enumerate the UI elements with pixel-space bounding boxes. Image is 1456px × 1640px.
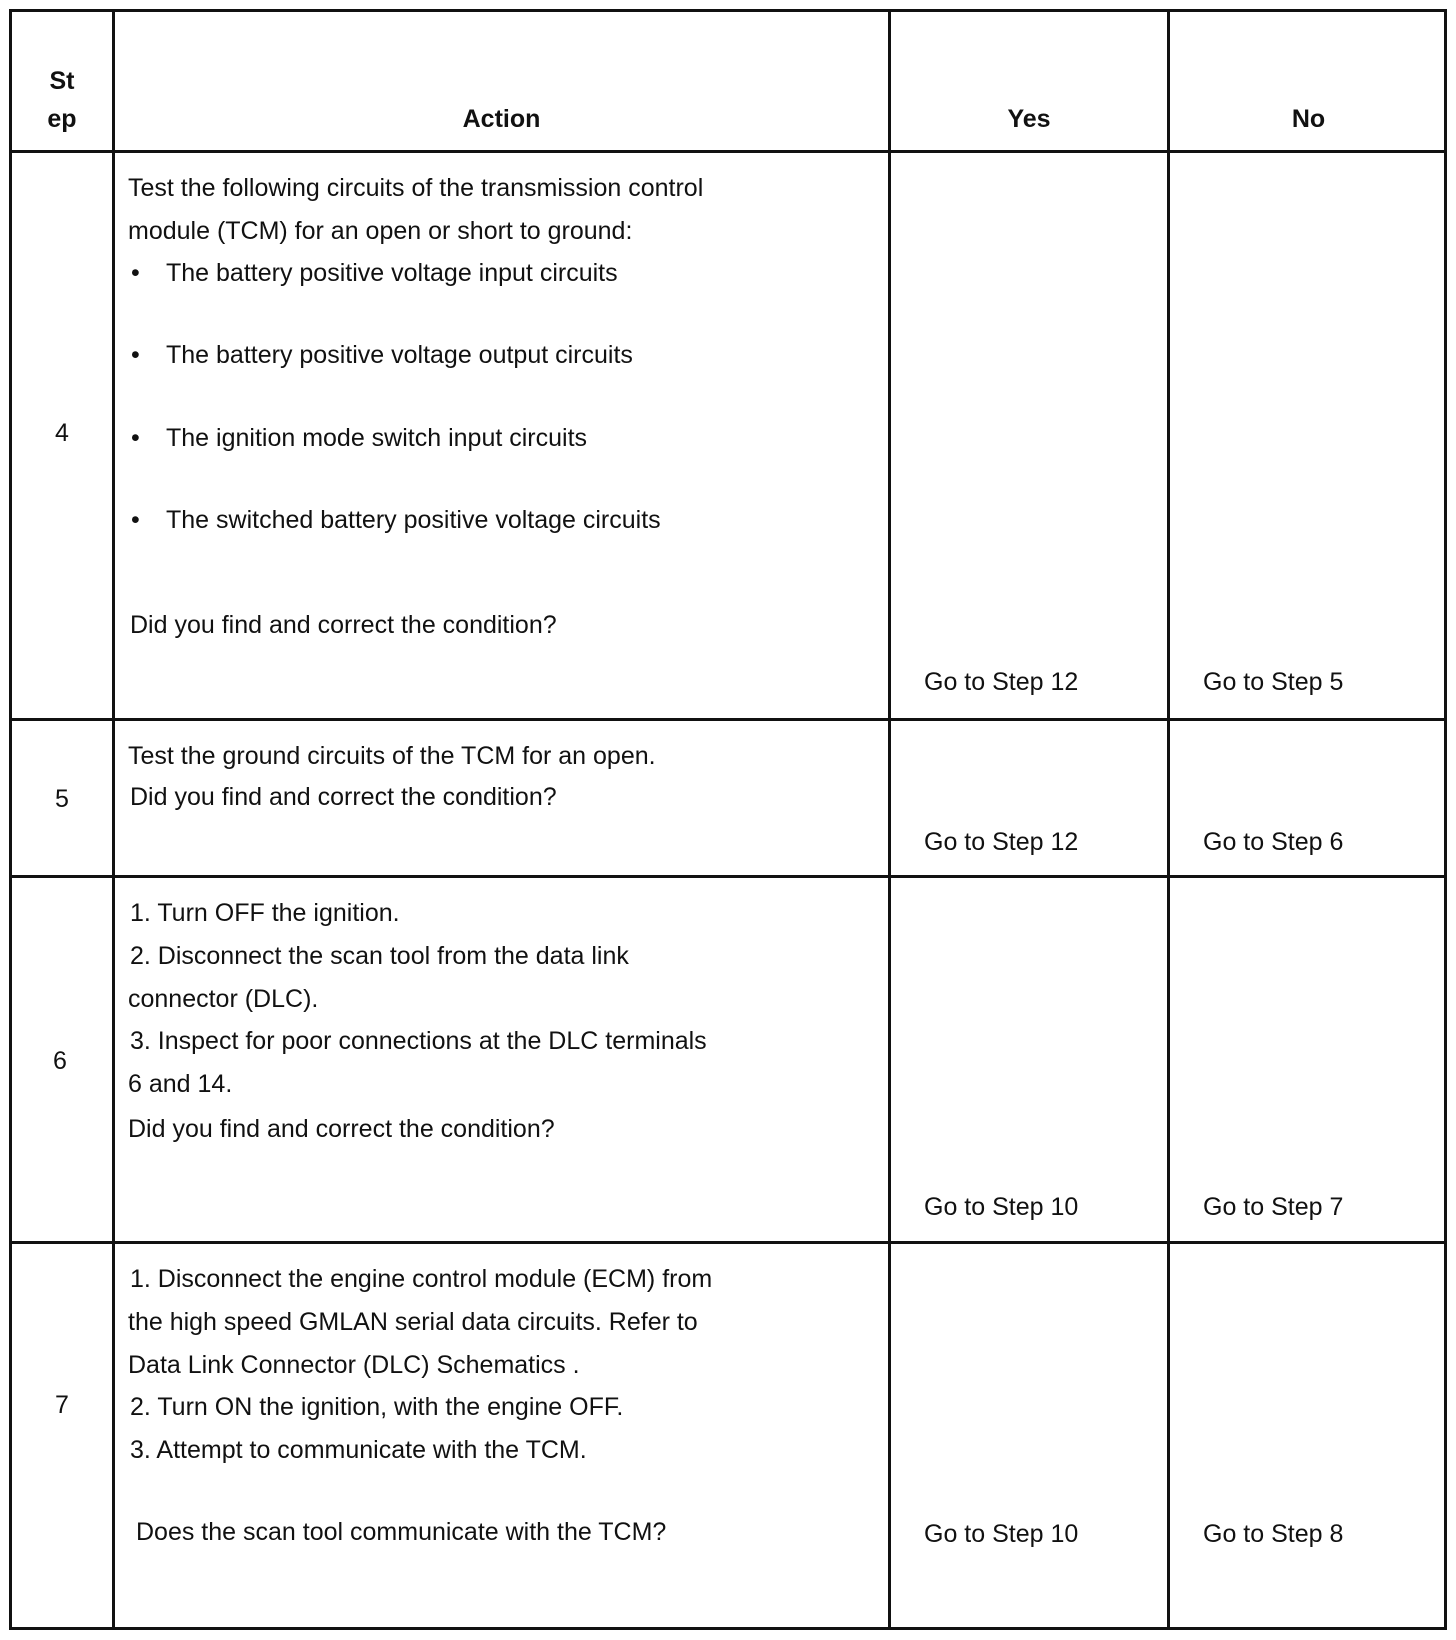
no-cell — [1170, 153, 1447, 718]
action-question: Does the scan tool communicate with the TCM? — [136, 1518, 667, 1546]
action-line: Test the ground circuits of the TCM for an open. — [128, 742, 656, 770]
header-yes: Yes — [1007, 105, 1051, 133]
action-cell — [115, 878, 891, 1241]
table-header-row — [12, 12, 1444, 153]
step-cell — [12, 1244, 115, 1627]
action-bullet: The battery positive voltage output circuits — [166, 341, 633, 369]
no-go-to: Go to Step 8 — [1203, 1520, 1344, 1548]
action-line: 1. Disconnect the engine control module (ECM) from — [130, 1265, 713, 1293]
yes-cell — [891, 153, 1170, 718]
header-yes-cell — [891, 12, 1170, 150]
header-step-cell — [12, 12, 115, 150]
yes-go-to: Go to Step 10 — [924, 1520, 1079, 1548]
action-cell — [115, 153, 891, 718]
action-bullet: The ignition mode switch input circuits — [166, 424, 588, 452]
action-question: Did you find and correct the condition? — [128, 1115, 555, 1143]
step-number: 6 — [53, 1047, 67, 1075]
bullet-icon: • — [131, 259, 140, 287]
step-number: 5 — [55, 785, 69, 813]
header-action-cell — [115, 12, 891, 150]
yes-cell — [891, 878, 1170, 1241]
header-action: Action — [462, 105, 541, 133]
yes-cell — [891, 1244, 1170, 1627]
header-step-line2: ep — [47, 105, 77, 133]
action-cell — [115, 721, 891, 875]
action-line: connector (DLC). — [128, 985, 319, 1013]
header-no-cell — [1170, 12, 1447, 150]
action-line: 3. Inspect for poor connections at the DLC terminals — [130, 1027, 707, 1055]
header-step-line1: St — [49, 67, 75, 95]
yes-cell — [891, 721, 1170, 875]
yes-go-to: Go to Step 10 — [924, 1193, 1079, 1221]
table-row — [12, 878, 1444, 1244]
no-cell — [1170, 1244, 1447, 1627]
bullet-icon: • — [131, 506, 140, 534]
action-question: Did you find and correct the condition? — [130, 611, 557, 639]
action-line: Test the following circuits of the transmission control — [128, 174, 704, 202]
step-cell — [12, 878, 115, 1241]
no-go-to: Go to Step 6 — [1203, 828, 1344, 856]
action-line: 2. Turn ON the ignition, with the engine OFF. — [130, 1393, 624, 1421]
bullet-icon: • — [131, 424, 140, 452]
action-line: 1. Turn OFF the ignition. — [130, 899, 400, 927]
action-line: Did you find and correct the condition? — [130, 783, 557, 811]
step-cell — [12, 153, 115, 718]
table-row — [12, 1244, 1444, 1627]
diagnostic-table — [9, 9, 1447, 1630]
table-row — [12, 721, 1444, 878]
action-line: 6 and 14. — [128, 1070, 233, 1098]
no-go-to: Go to Step 5 — [1203, 668, 1344, 696]
yes-go-to: Go to Step 12 — [924, 668, 1079, 696]
bullet-icon: • — [131, 341, 140, 369]
action-bullet: The battery positive voltage input circuits — [166, 259, 618, 287]
action-line: 3. Attempt to communicate with the TCM. — [130, 1436, 587, 1464]
action-line: 2. Disconnect the scan tool from the data link — [130, 942, 629, 970]
yes-go-to: Go to Step 12 — [924, 828, 1079, 856]
step-number: 7 — [55, 1391, 69, 1419]
step-number: 4 — [55, 419, 69, 447]
step-cell — [12, 721, 115, 875]
action-line: Data Link Connector (DLC) Schematics . — [128, 1351, 580, 1379]
action-line: the high speed GMLAN serial data circuits. Refer to — [128, 1308, 698, 1336]
table-row — [12, 153, 1444, 721]
no-go-to: Go to Step 7 — [1203, 1193, 1344, 1221]
action-bullet: The switched battery positive voltage circuits — [166, 506, 661, 534]
action-cell — [115, 1244, 891, 1627]
no-cell — [1170, 721, 1447, 875]
no-cell — [1170, 878, 1447, 1241]
header-no: No — [1291, 105, 1326, 133]
action-line: module (TCM) for an open or short to ground: — [128, 217, 633, 245]
